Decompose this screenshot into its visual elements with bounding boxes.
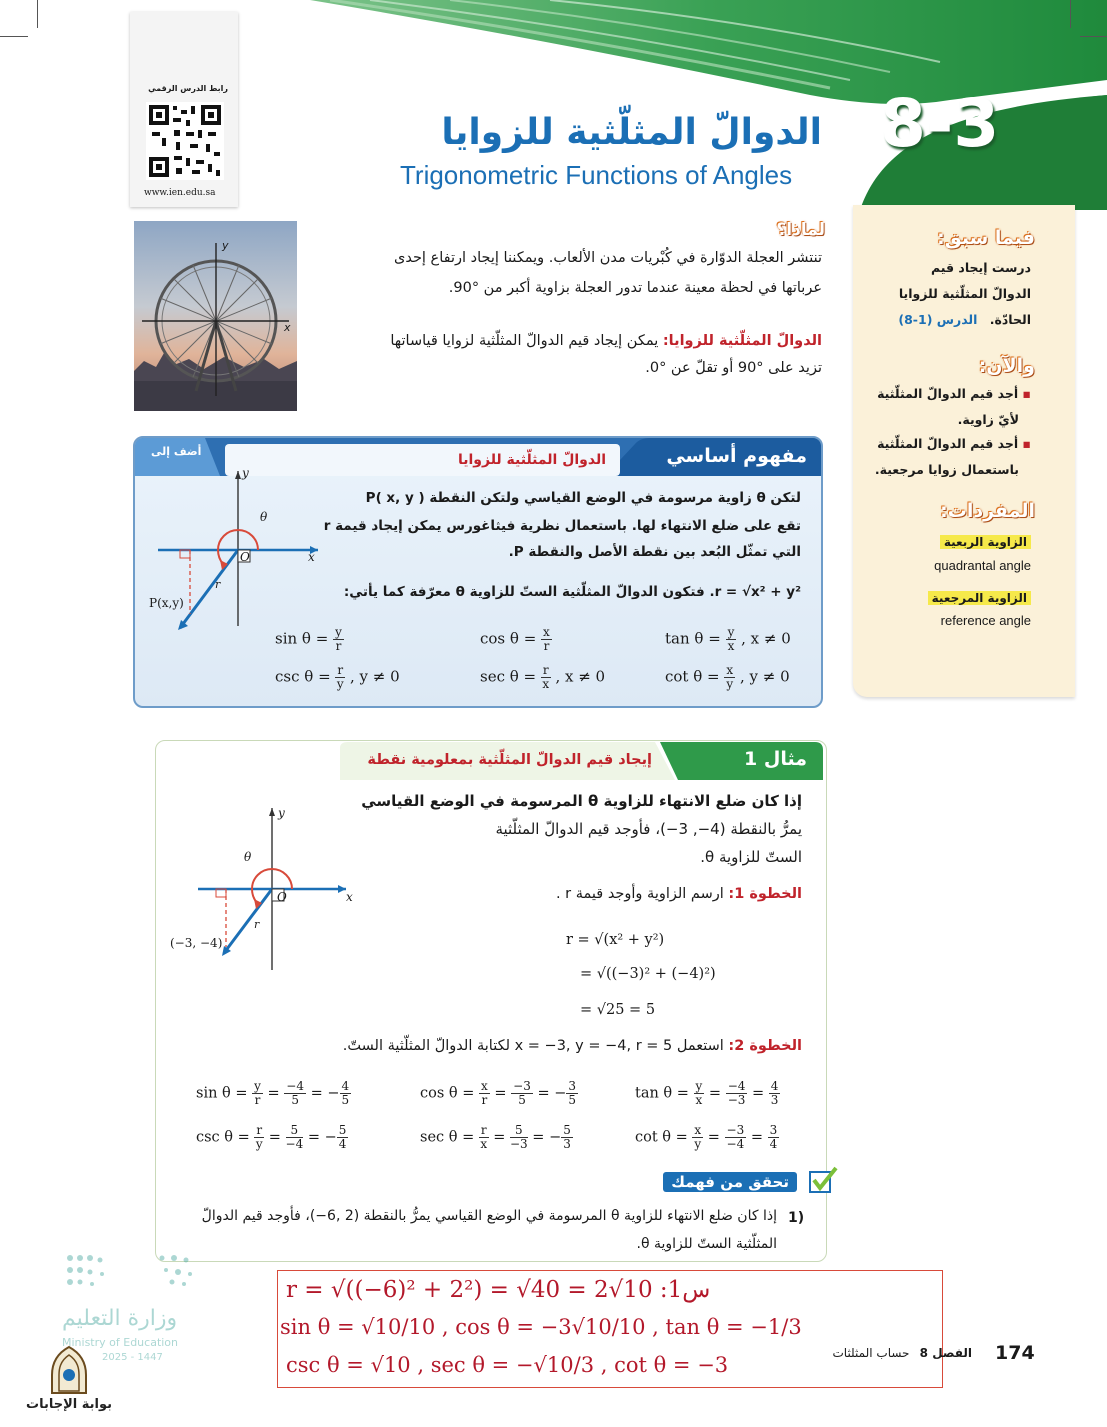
value-csc: csc θ = $\frac{r}{y}$ = $\frac{5}{-4}$ = − $\frac{5}{4}$	[196, 1123, 347, 1151]
before-heading: فيما سبق:	[937, 227, 1035, 249]
r-line-3: = √25 = 5	[580, 1002, 656, 1018]
concept-subheading: الدوالّ المثلّثية للزوايا	[457, 452, 606, 468]
key-concept-box	[133, 436, 823, 708]
qr-caption: رابط الدرس الرقمي	[148, 84, 228, 93]
qr-url[interactable]: www.ien.edu.sa	[144, 188, 216, 198]
vocab-en-1: quadrantal angle	[934, 558, 1031, 573]
ministry-dots-icon	[62, 1248, 202, 1298]
concept-graph-x: x	[308, 550, 315, 564]
step2: الخطوة 2: استعمل x = −3, y = −4, r = 5 لكتابة الدوالّ المثلّثية الستّ.	[342, 1038, 802, 1054]
intro-paragraph	[342, 333, 822, 349]
formula-cos: cos θ = $\frac{x}{r}$	[480, 625, 550, 653]
r-line-1: r = √(x² + y²)	[566, 932, 665, 948]
example-label: مثال 1	[744, 748, 807, 770]
concept-line-3: التي تمثّل البُعد بين نقطة الأصل والنقطة P.	[508, 544, 801, 560]
step1: الخطوة 1: ارسم الزاوية وأوجد قيمة r .	[555, 886, 802, 902]
value-cot: cot θ = $\frac{x}{y}$ = $\frac{-3}{-4}$ = $\frac{3}{4}$	[635, 1123, 778, 1151]
formula-cot: cot θ = $\frac{x}{y}$ , y ≠ 0	[665, 663, 790, 691]
intro-line-1: يمكن إيجاد قيم الدوالّ المثلّثية لزوايا قياساتها	[390, 333, 659, 349]
ministry-en: Ministry of Education	[62, 1336, 179, 1349]
ministry-ar: وزارة التعليم	[62, 1306, 178, 1331]
before-line-2: الدوالّ المثلّثية للزوايا	[898, 286, 1031, 301]
vocab-en-2: reference angle	[940, 613, 1031, 628]
value-cos: cos θ = $\frac{x}{r}$ = $\frac{-3}{5}$ = − $\frac{3}{5}$	[420, 1079, 577, 1107]
example-graph-y: y	[278, 806, 285, 820]
now-heading: والآن:	[978, 355, 1035, 377]
answer-line-2: sin θ = √10/10 , cos θ = −3√10/10 , tan θ = −1/3	[280, 1315, 802, 1339]
why-text-2: عرباتها في لحظة معينة عندما تدور العجلة بزاوية أكبر من °90.	[448, 280, 822, 296]
now-item-1b: لأيّ زاوية.	[957, 412, 1019, 427]
concept-line-2: تقع على ضلع الانتهاء لها. باستعمال نظرية فيثاغورس يمكن إيجاد قيمة r	[323, 518, 801, 534]
formula-csc: csc θ = $\frac{r}{y}$ , y ≠ 0	[275, 663, 400, 691]
page-number: 174	[995, 1342, 1035, 1364]
value-sec: sec θ = $\frac{r}{x}$ = $\frac{5}{-3}$ = − $\frac{5}{3}$	[420, 1123, 571, 1151]
before-lesson-ref[interactable]: الدرس (1-8)	[898, 312, 978, 327]
check-label: تحقق من فهمك	[663, 1172, 797, 1192]
site-logo-text: بوابة الإجابات	[26, 1397, 112, 1412]
lesson-number: 8-3	[880, 85, 1000, 162]
concept-line-4: r = √x² + y². فتكون الدوالّ المثلّثية الستّ للزاوية θ معرّفة كما يأتي:	[343, 584, 801, 600]
r-line-2: = √((−3)² + (−4)²)	[580, 966, 716, 982]
check-line-1: إذا كان ضلع الانتهاء للزاوية θ المرسومة في الوضع القياسي يمرُّ بالنقطة (2 ,6−)، فأوجد قيم الدوالّ	[201, 1208, 777, 1224]
example-q1: إذا كان ضلع الانتهاء للزاوية θ المرسومة في الوضع القياسي	[361, 792, 802, 810]
crop-mark	[1070, 0, 1071, 28]
example-graph-point: (−3, −4)	[170, 936, 223, 950]
why-heading: لماذا؟	[776, 220, 825, 240]
formula-tan: tan θ = $\frac{y}{x}$ , x ≠ 0	[665, 625, 791, 653]
example-graph-r: r	[254, 918, 260, 931]
vocab-ar-1: الزاوية الربعية	[940, 531, 1031, 550]
side-panel	[853, 205, 1075, 697]
before-line-3: الحادّة.	[989, 312, 1031, 327]
check-line-2: المثلّثية الستّ للزاوية θ.	[636, 1236, 777, 1252]
now-item-2: ▪ أجد قيم الدوالّ المثلّثية	[877, 436, 1031, 451]
answer-box	[277, 1270, 943, 1388]
vocab-ar-2: الزاوية المرجعية	[928, 587, 1031, 606]
lesson-title-ar: الدوالّ المثلّثية للزوايا	[441, 112, 822, 153]
qr-card[interactable]	[130, 12, 238, 207]
concept-line-1: لتكن θ زاوية مرسومة في الوضع القياسي ولتكن النقطة ( P( x, y	[365, 490, 801, 506]
concept-graph-theta: θ	[260, 510, 268, 524]
qr-code-icon	[146, 102, 224, 180]
crop-mark	[1080, 36, 1107, 37]
site-logo[interactable]	[26, 1345, 116, 1420]
concept-graph-o: O	[240, 550, 250, 564]
answer-line-1: r = √((−6)² + 2²) = √40 = 2√10 :1س	[286, 1277, 711, 1303]
example-graph-x: x	[346, 890, 353, 904]
before-line-3-wrap	[898, 307, 1031, 333]
check-number: 1)	[788, 1210, 805, 1226]
example-graph-o: O	[277, 890, 287, 904]
crop-mark	[0, 36, 28, 37]
now-item-1: ▪ أجد قيم الدوالّ المثلّثية	[877, 386, 1031, 401]
intro-label: الدوالّ المثلّثية للزوايا:	[662, 333, 822, 349]
formula-sec: sec θ = $\frac{r}{x}$ , x ≠ 0	[480, 663, 606, 691]
photo-x-label: x	[284, 321, 291, 334]
vocab-heading: المفردات:	[940, 500, 1035, 522]
ministry-year: 2025 - 1447	[102, 1352, 163, 1363]
lesson-title-en: Trigonometric Functions of Angles	[400, 160, 793, 190]
concept-graph-p: P(x,y)	[149, 596, 184, 610]
ferris-wheel-photo	[134, 221, 297, 411]
example-q3: الستّ للزاوية θ.	[700, 848, 802, 866]
check-icon	[808, 1166, 834, 1192]
now-item-2b: باستعمال زوايا مرجعية.	[874, 462, 1019, 477]
add-to-label[interactable]: أضف إلى	[151, 445, 202, 458]
concept-heading: مفهوم أساسي	[666, 445, 807, 467]
intro-line-2: تزيد على °90 أو تقلّ عن °0.	[645, 360, 822, 376]
example-graph-theta: θ	[244, 850, 252, 864]
formula-sin: sin θ = $\frac{y}{r}$	[275, 625, 342, 653]
answer-line-3: csc θ = √10 , sec θ = −√10/3 , cot θ = −3	[286, 1353, 729, 1377]
example-q2: يمرُّ بالنقطة (4−, 3−)، فأوجد قيم الدوالّ المثلّثية	[495, 820, 802, 838]
before-line-1: درست إيجاد قيم	[930, 260, 1031, 275]
concept-graph-r: r	[215, 578, 221, 591]
why-text-1: تنتشر العجلة الدوّارة في كُبْريات مدن الألعاب. ويمكننا إيجاد ارتفاع إحدى	[393, 250, 822, 266]
example-title: إيجاد قيم الدوالّ المثلّثية بمعلومية نقطة	[367, 752, 652, 768]
mosque-icon	[44, 1345, 94, 1397]
crop-mark	[37, 0, 38, 28]
value-sin: sin θ = $\frac{y}{r}$ = $\frac{-4}{5}$ = − $\frac{4}{5}$	[196, 1079, 350, 1107]
value-tan: tan θ = $\frac{y}{x}$ = $\frac{-4}{-3}$ = $\frac{4}{3}$	[635, 1079, 779, 1107]
chapter-info: الفصل 8 حساب المثلثات	[832, 1346, 972, 1360]
concept-graph-y: y	[242, 466, 249, 480]
photo-y-label: y	[222, 239, 229, 252]
